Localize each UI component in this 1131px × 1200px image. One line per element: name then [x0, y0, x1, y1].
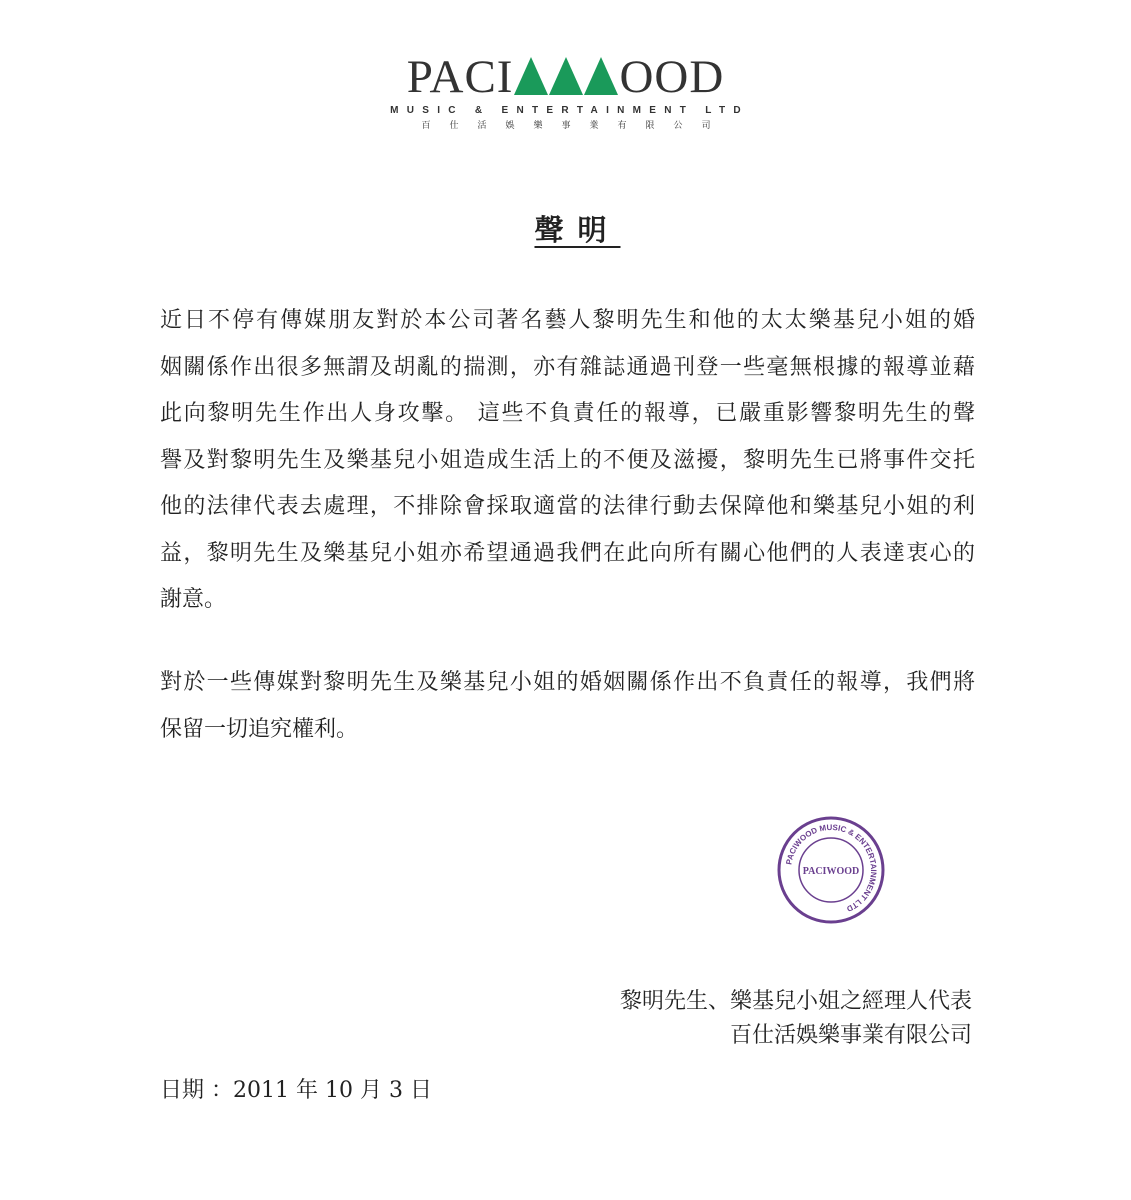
statement-paragraph-1 — [160, 298, 975, 624]
signature-block — [620, 985, 972, 1053]
company-logo — [406, 51, 725, 103]
logo-triangles-icon — [514, 57, 618, 95]
paragraph-line: 姻關係作出很多無謂及胡亂的揣測，亦有雜誌通過刊登一些毫無根據的報導並藉 — [160, 354, 975, 380]
paragraph-line: 此向黎明先生作出人身攻擊。 這些不負責任的報導，已嚴重影響黎明先生的聲 — [160, 401, 975, 426]
company-name-chinese: 百仕活娛樂事業有限公司 — [421, 121, 730, 131]
paragraph-line: 近日不停有傳媒朋友對於本公司著名藝人黎明先生和他的太太樂基兒小姐的婚 — [160, 308, 975, 333]
paragraph-line: 對於一些傳媒對黎明先生及樂基兒小姐的婚姻關係作出不負責任的報導，我們將 — [160, 670, 975, 695]
document-title: 聲明 — [534, 213, 621, 247]
paragraph-line: 謝意。 — [160, 587, 227, 612]
signature-line-company: 百仕活娛樂事業有限公司 — [729, 1023, 972, 1048]
paragraph-line: 他的法律代表去處理，不排除會採取適當的法律行動去保障他和樂基兒小姐的利 — [160, 494, 975, 519]
seal-ring-text: PACIWOOD MUSIC & ENTERTAINMENT LTD — [784, 822, 879, 914]
signature-line-representative: 黎明先生、樂基兒小姐之經理人代表 — [619, 989, 972, 1014]
statement-paragraph-2 — [160, 660, 975, 753]
letterhead — [0, 51, 1131, 131]
company-seal-stamp — [776, 815, 886, 925]
logo-text-right: OOD — [619, 51, 725, 103]
document-date: 日期 ：2011 年 10 月 3 日 — [160, 1078, 432, 1103]
paragraph-line: 保留一切追究權利。 — [160, 716, 359, 742]
paragraph-line: 譽及對黎明先生及樂基兒小姐造成生活上的不便及滋擾，黎明先生已將事件交托 — [160, 447, 975, 473]
seal-center-text: PACIWOOD — [802, 866, 860, 877]
company-name-english: MUSIC & ENTERTAINMENT LTD — [390, 105, 749, 116]
paragraph-line: 益，黎明先生及樂基兒小姐亦希望通過我們在此向所有關心他們的人表達衷心的 — [160, 540, 975, 566]
logo-text-left: PACI — [406, 51, 514, 103]
